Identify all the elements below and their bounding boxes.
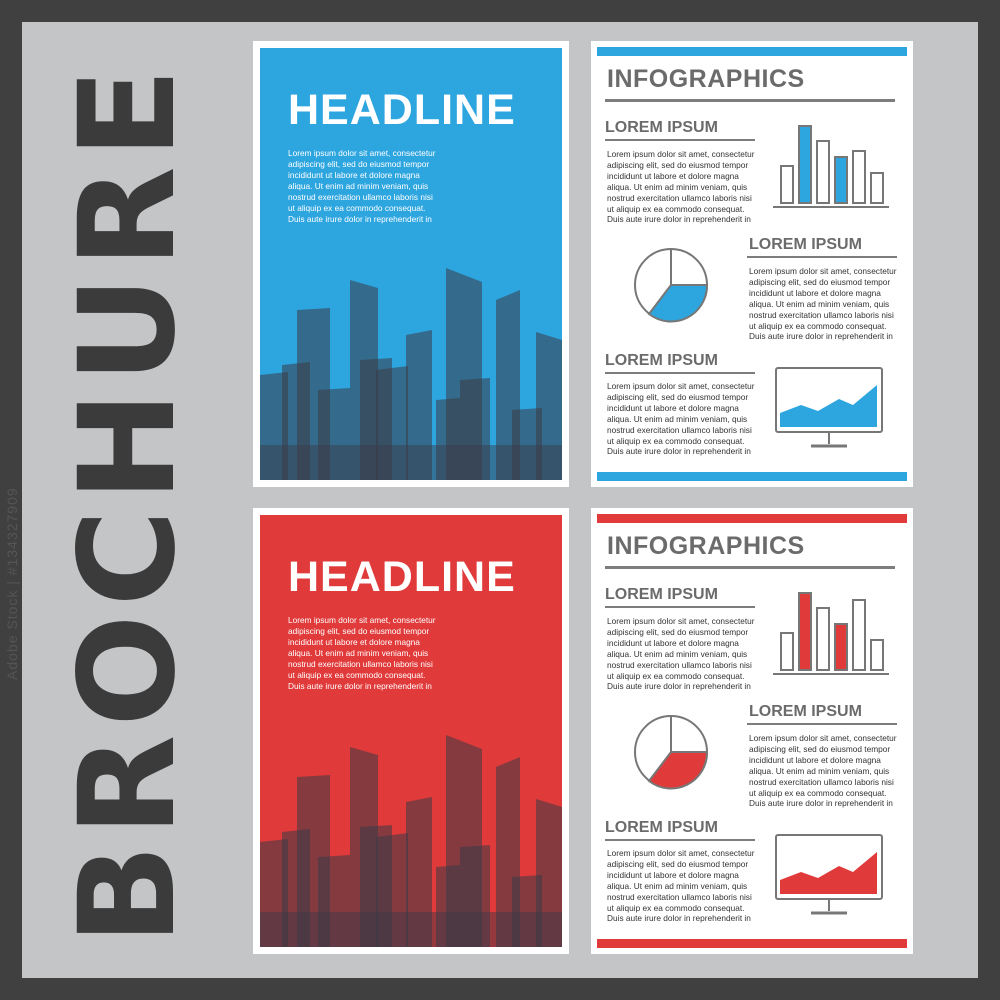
title-divider xyxy=(605,99,895,102)
body-line: adipiscing elit, sed do eiusmod tempor xyxy=(749,276,891,287)
body-line: aliqua. Ut enim ad minim veniam, quis xyxy=(749,765,890,776)
body-line: aliqua. Ut enim ad minim veniam, quis xyxy=(607,181,748,192)
section-heading: LOREM IPSUM xyxy=(605,119,718,136)
body-line: incididunt ut labore et dolore magna xyxy=(607,402,739,413)
cover-body-text xyxy=(288,615,468,692)
body-line: Lorem ipsum dolor sit amet, consectetur xyxy=(749,733,897,743)
cover-panel xyxy=(260,48,562,480)
body-line: Duis aute irure dolor in reprehenderit in xyxy=(607,913,751,924)
body-line: aliqua. Ut enim ad minim veniam, quis xyxy=(288,181,429,191)
body-line: Duis aute irure dolor in reprehenderit in xyxy=(749,331,893,342)
body-line: nostrud exercitation ullamco laboris nisi xyxy=(288,659,433,669)
accent-bar-top xyxy=(597,47,907,56)
section-body-text xyxy=(607,381,755,457)
body-line: Duis aute irure dolor in reprehenderit in xyxy=(607,446,751,457)
body-line: incididunt ut labore et dolore magna xyxy=(607,869,739,880)
cover-page-blue xyxy=(253,41,569,487)
section-heading: LOREM IPSUM xyxy=(749,703,862,720)
section-body-text xyxy=(749,266,897,342)
body-line: incididunt ut labore et dolore magna xyxy=(749,754,881,765)
bar-chart-icon xyxy=(771,588,891,678)
cover-panel xyxy=(260,515,562,947)
body-line: incididunt ut labore et dolore magna xyxy=(607,637,739,648)
infographic-page-red xyxy=(591,508,913,954)
body-line: ut aliquip ex ea commodo consequat. xyxy=(749,320,887,331)
section-divider xyxy=(605,372,755,374)
pie-chart-icon xyxy=(631,245,711,325)
section-body-text xyxy=(607,848,755,924)
section-divider xyxy=(747,723,897,725)
section-heading: LOREM IPSUM xyxy=(605,819,718,836)
section-divider xyxy=(605,839,755,841)
cover-body-text xyxy=(288,148,468,225)
body-line: nostrud exercitation ullamco laboris nisi xyxy=(607,891,752,902)
section-heading: LOREM IPSUM xyxy=(605,586,718,603)
body-line: nostrud exercitation ullamco laboris nisi xyxy=(288,192,433,202)
section-body-text xyxy=(749,733,897,809)
body-line: ut aliquip ex ea commodo consequat. xyxy=(607,670,745,681)
infographic-page-blue xyxy=(591,41,913,487)
city-skyline-illustration xyxy=(260,240,562,480)
body-line: adipiscing elit, sed do eiusmod tempor xyxy=(607,858,749,869)
title-divider xyxy=(605,566,895,569)
body-line: ut aliquip ex ea commodo consequat. xyxy=(607,902,745,913)
body-line: ut aliquip ex ea commodo consequat. xyxy=(607,203,745,214)
body-line: ut aliquip ex ea commodo consequat. xyxy=(607,435,745,446)
body-line: aliqua. Ut enim ad minim veniam, quis xyxy=(607,413,748,424)
body-line: nostrud exercitation ullamco laboris nisi xyxy=(607,424,752,435)
body-line: nostrud exercitation ullamco laboris nisi xyxy=(607,192,752,203)
pie-chart-icon xyxy=(631,712,711,792)
bar-chart-icon xyxy=(771,121,891,211)
section-body-text xyxy=(607,616,755,692)
body-line: Lorem ipsum dolor sit amet, consectetur xyxy=(288,148,436,158)
body-line: Lorem ipsum dolor sit amet, consectetur xyxy=(607,848,755,858)
cover-headline: HEADLINE xyxy=(288,553,516,601)
stock-id-label: Adobe Stock | #134327909 xyxy=(4,487,20,680)
body-line: adipiscing elit, sed do eiusmod tempor xyxy=(607,626,749,637)
brochure-title: BROCHURE xyxy=(51,60,205,945)
monitor-chart-icon xyxy=(773,365,885,455)
body-line: aliqua. Ut enim ad minim veniam, quis xyxy=(607,648,748,659)
section-divider xyxy=(605,606,755,608)
section-divider xyxy=(747,256,897,258)
section-heading: LOREM IPSUM xyxy=(749,236,862,253)
body-line: Lorem ipsum dolor sit amet, consectetur xyxy=(607,149,755,159)
cover-page-red xyxy=(253,508,569,954)
body-line: Lorem ipsum dolor sit amet, consectetur xyxy=(749,266,897,276)
monitor-chart-icon xyxy=(773,832,885,922)
body-line: Duis aute irure dolor in reprehenderit in xyxy=(288,681,432,691)
accent-bar-top xyxy=(597,514,907,523)
body-line: ut aliquip ex ea commodo consequat. xyxy=(749,787,887,798)
body-line: adipiscing elit, sed do eiusmod tempor xyxy=(607,159,749,170)
section-heading: LOREM IPSUM xyxy=(605,352,718,369)
body-line: incididunt ut labore et dolore magna xyxy=(749,287,881,298)
body-line: nostrud exercitation ullamco laboris nisi xyxy=(607,659,752,670)
body-line: incididunt ut labore et dolore magna xyxy=(288,170,420,180)
cover-headline: HEADLINE xyxy=(288,86,516,134)
body-line: adipiscing elit, sed do eiusmod tempor xyxy=(288,626,430,636)
body-line: ut aliquip ex ea commodo consequat. xyxy=(288,670,426,680)
body-line: adipiscing elit, sed do eiusmod tempor xyxy=(288,159,430,169)
body-line: Duis aute irure dolor in reprehenderit in xyxy=(288,214,432,224)
body-line: Duis aute irure dolor in reprehenderit in xyxy=(607,681,751,692)
body-line: aliqua. Ut enim ad minim veniam, quis xyxy=(607,880,748,891)
body-line: incididunt ut labore et dolore magna xyxy=(288,637,420,647)
section-body-text xyxy=(607,149,755,225)
body-line: nostrud exercitation ullamco laboris nisi xyxy=(749,309,894,320)
infographic-title: INFOGRAPHICS xyxy=(607,65,805,93)
body-line: Lorem ipsum dolor sit amet, consectetur xyxy=(607,616,755,626)
infographic-title: INFOGRAPHICS xyxy=(607,532,805,560)
body-line: aliqua. Ut enim ad minim veniam, quis xyxy=(288,648,429,658)
body-line: Lorem ipsum dolor sit amet, consectetur xyxy=(607,381,755,391)
body-line: aliqua. Ut enim ad minim veniam, quis xyxy=(749,298,890,309)
accent-bar-bottom xyxy=(597,939,907,948)
section-divider xyxy=(605,139,755,141)
body-line: adipiscing elit, sed do eiusmod tempor xyxy=(607,391,749,402)
city-skyline-illustration xyxy=(260,707,562,947)
body-line: adipiscing elit, sed do eiusmod tempor xyxy=(749,743,891,754)
body-line: Duis aute irure dolor in reprehenderit in xyxy=(749,798,893,809)
body-line: Duis aute irure dolor in reprehenderit in xyxy=(607,214,751,225)
body-line: nostrud exercitation ullamco laboris nisi xyxy=(749,776,894,787)
body-line: incididunt ut labore et dolore magna xyxy=(607,170,739,181)
accent-bar-bottom xyxy=(597,472,907,481)
body-line: ut aliquip ex ea commodo consequat. xyxy=(288,203,426,213)
body-line: Lorem ipsum dolor sit amet, consectetur xyxy=(288,615,436,625)
